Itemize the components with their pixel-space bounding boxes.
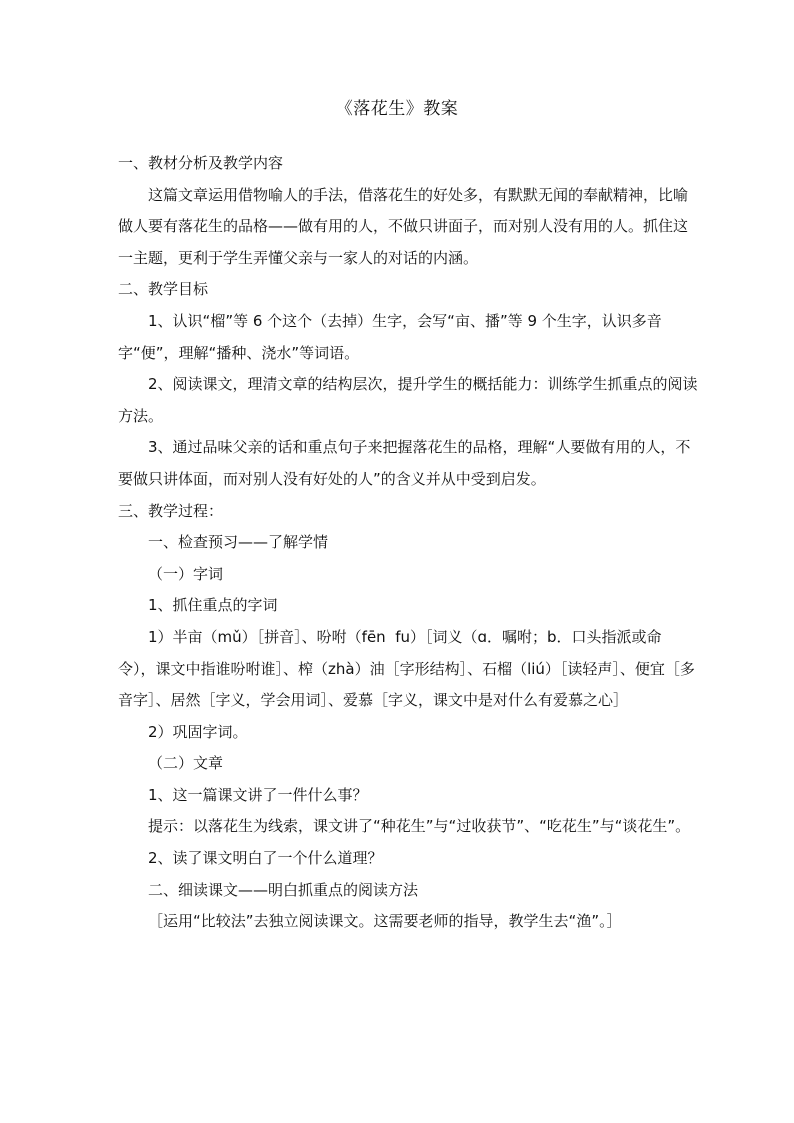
paragraph: 1）半亩（mǔ）［拼音］、吩咐（fēn fu）［词义（ɑ．嘱咐；b．口头指派或命令），课文中指谁吩咐谁］、榨（zhà）油［字形结构］、石榴（liú）［读轻声］、便宜［多音字］、居然［字义，学会用词］、爱慕［字义，课文中是对什么有爱慕之心］ bbox=[118, 627, 695, 710]
paragraph: 2、读了课文明白了一个什么道理？ bbox=[148, 849, 383, 868]
section-heading: 二、教学目标 bbox=[118, 280, 209, 299]
section-heading: 一、教材分析及教学内容 bbox=[118, 154, 284, 172]
paragraph: 3、通过品味父亲的话和重点句子来把握落花生的品格，理解“人要做有用的人，不要做只讲体面，而对别人没有好处的人”的含义并从中受到启发。 bbox=[118, 438, 691, 488]
paragraph: 这篇文章运用借物喻人的手法，借落花生的好处多，有默默无闻的奉献精神，比喻做人要有落花生的品格——做有用的人，不做只讲面子，而对别人没有用的人。抓住这一主题，更利于学生弄懂父亲与一家人的对话的内涵。 bbox=[118, 185, 689, 267]
paragraph: 2、阅读课文，理清文章的结构层次，提升学生的概括能力：训练学生抓重点的阅读方法。 bbox=[118, 375, 698, 425]
paragraph: （一）字词 bbox=[148, 564, 224, 583]
paragraph: 2）巩固字词。 bbox=[148, 722, 248, 741]
document-body bbox=[118, 148, 698, 938]
paragraph: 一、检查预习——了解学情 bbox=[148, 533, 329, 552]
paragraph: ［运用“比较法”去独立阅读课文。这需要老师的指导，教学生去“渔”。］ bbox=[148, 912, 622, 931]
paragraph: 1、抓住重点的字词 bbox=[148, 596, 278, 615]
paragraph: 提示：以落花生为线索，课文讲了“种花生”与“过收获节”、“吃花生”与“谈花生”。 bbox=[148, 817, 691, 836]
section-heading: 三、教学过程： bbox=[118, 501, 224, 520]
paragraph: （二）文章 bbox=[148, 754, 224, 773]
paragraph: 1、认识“榴”等 6 个这个（去掉）生字，会写“亩、播”等 9 个生字，认识多音字“便”，理解“播种、浇水”等词语。 bbox=[118, 311, 662, 362]
document-title: 《落花生》教案 bbox=[335, 99, 459, 119]
paragraph: 1、这一篇课文讲了一件什么事？ bbox=[148, 785, 368, 804]
paragraph: 二、细读课文——明白抓重点的阅读方法 bbox=[148, 880, 419, 899]
